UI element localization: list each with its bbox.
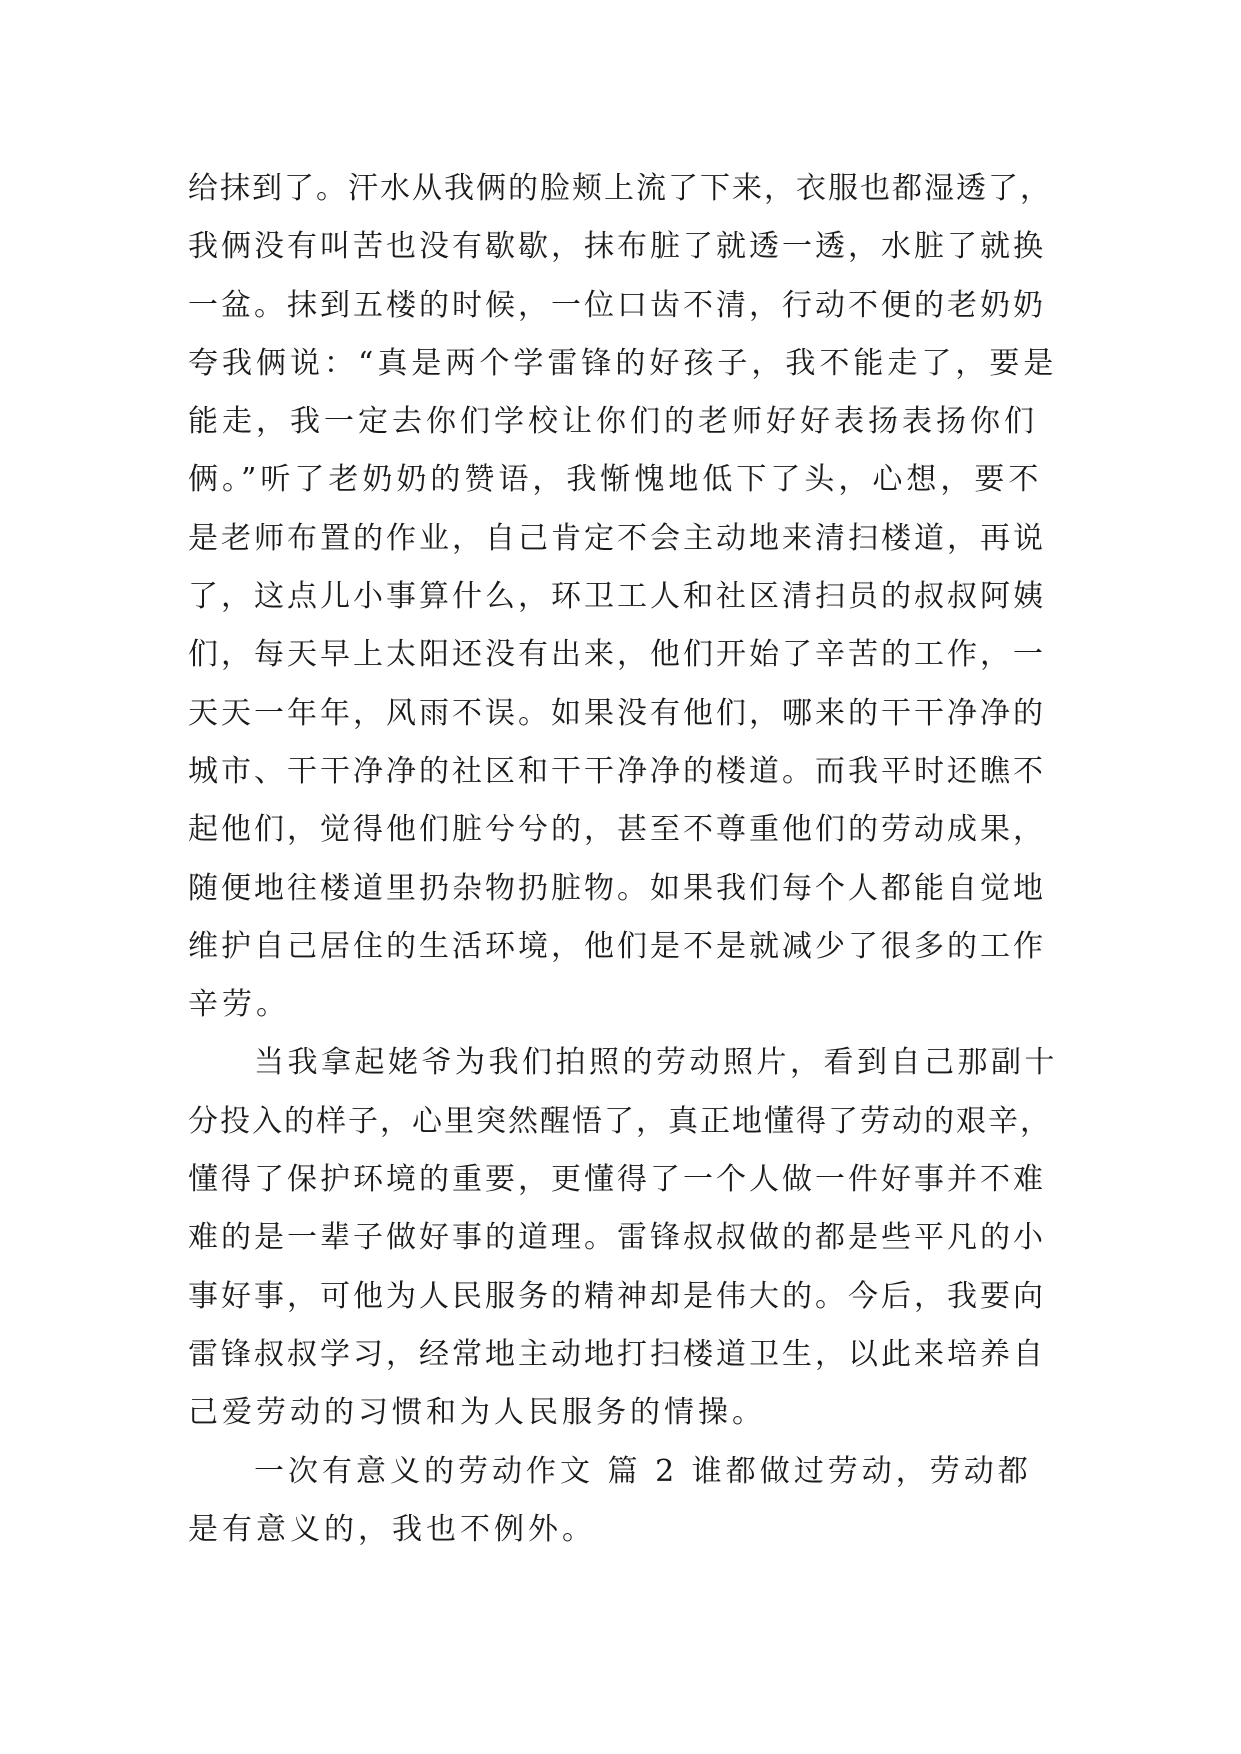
text-line: 一盆。抹到五楼的时候，一位口齿不清，行动不便的老奶奶 — [188, 287, 1046, 323]
text-line: 懂得了保护环境的重要，更懂得了一个人做一件好事并不难 — [188, 1162, 1046, 1198]
document-body — [188, 160, 1058, 1559]
text-line: 己爱劳动的习惯和为人民服务的情操。 — [188, 1395, 766, 1431]
text-line: 辛劳。 — [188, 987, 290, 1023]
text-line: 事好事，可他为人民服务的精神却是伟大的。今后，我要向 — [188, 1278, 1046, 1314]
text-line: 雷锋叔叔学习，经常地主动地打扫楼道卫生，以此来培养自 — [188, 1336, 1046, 1372]
text-line: 俩。”听了老奶奶的赞语，我惭愧地低下了头，心想，要不 — [188, 462, 1043, 498]
text-line: 我俩没有叫苦也没有歇歇，抹布脏了就透一透，水脏了就换 — [188, 229, 1046, 265]
text-line: 难的是一辈子做好事的道理。雷锋叔叔做的都是些平凡的小 — [188, 1220, 1046, 1256]
text-line: 能走，我一定去你们学校让你们的老师好好表扬表扬你们 — [188, 404, 1038, 440]
text-line: 给抹到了。汗水从我俩的脸颊上流了下来，衣服也都湿透了， — [188, 171, 1052, 206]
text-line: 随便地往楼道里扔杂物扔脏物。如果我们每个人都能自觉地 — [188, 870, 1046, 906]
text-line: 分投入的样子，心里突然醒悟了，真正地懂得了劳动的艰辛， — [188, 1103, 1052, 1139]
text-line: 夸我俩说：“真是两个学雷锋的好孩子，我不能走了，要是 — [188, 345, 1058, 381]
text-line: 们，每天早上太阳还没有出来，他们开始了辛苦的工作，一 — [188, 637, 1046, 673]
text-line: 是老师布置的作业，自己肯定不会主动地来清扫楼道，再说 — [188, 520, 1046, 556]
text-line: 天天一年年，风雨不误。如果没有他们，哪来的干干净净的 — [188, 695, 1046, 731]
section-heading-line: 一次有意义的劳动作文 篇 2 谁都做过劳动，劳动都 — [254, 1453, 1032, 1489]
text-line: 维护自己居住的生活环境，他们是不是就减少了很多的工作 — [188, 928, 1046, 964]
text-line: 是有意义的，我也不例外。 — [188, 1511, 596, 1547]
text-line: 了，这点儿小事算什么，环卫工人和社区清扫员的叔叔阿姨 — [188, 579, 1046, 615]
text-line: 起他们，觉得他们脏兮兮的，甚至不尊重他们的劳动成果， — [188, 812, 1046, 848]
paragraph-start-line: 当我拿起姥爷为我们拍照的劳动照片，看到自己那副十 — [254, 1045, 1058, 1081]
text-line: 城市、干干净净的社区和干干净净的楼道。而我平时还瞧不 — [188, 753, 1046, 789]
